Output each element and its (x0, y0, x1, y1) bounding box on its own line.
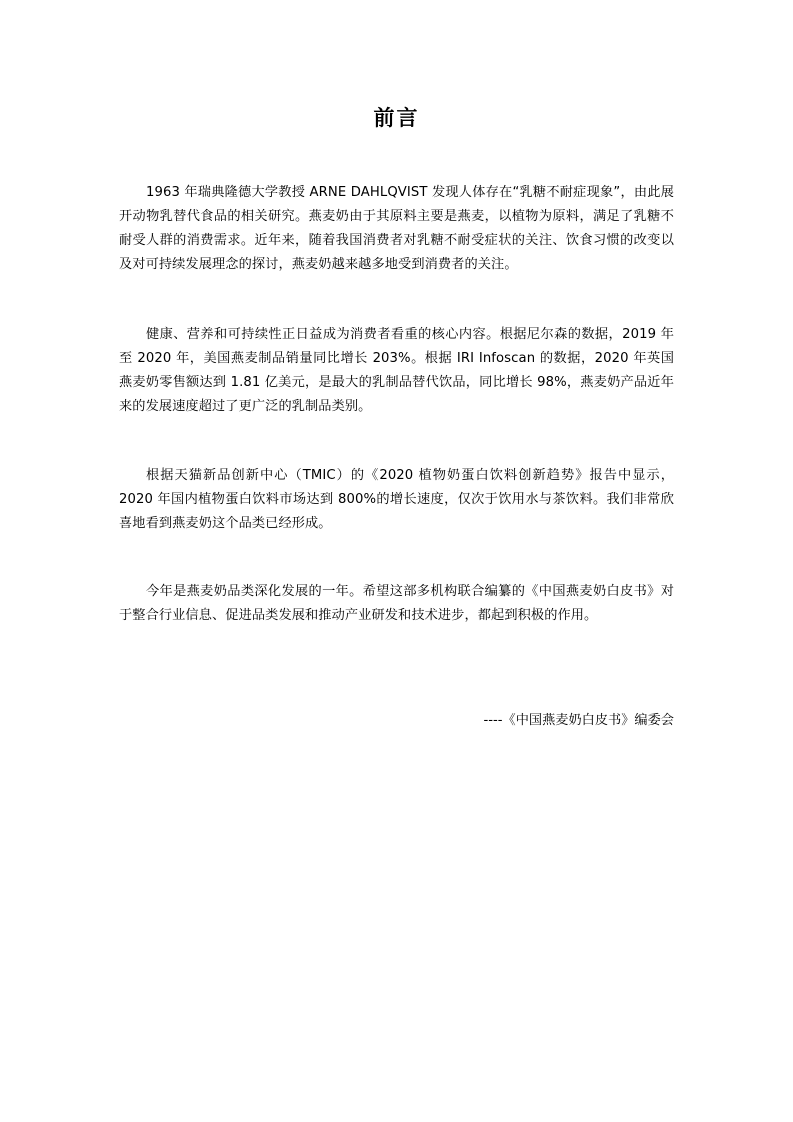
paragraph-1: 1963 年瑞典隆德大学教授 ARNE DAHLQVIST 发现人体存在“乳糖不耐症现象”，由此展开动物乳替代食品的相关研究。燕麦奶由于其原料主要是燕麦，以植物为原料，满足了乳糖不耐受人群的消费需求。近年来，随着我国消费者对乳糖不耐受症状的关注、饮食习惯的改变以及对可持续发展理念的探讨，燕麦奶越来越多地受到消费者的关注。 (119, 185, 674, 272)
signature-line: ----《中国燕麦奶白皮书》编委会 (483, 713, 674, 728)
page-title: 前言 (373, 106, 420, 130)
paragraph-3: 根据天猫新品创新中心（TMIC）的《2020 植物奶蛋白饮料创新趋势》报告中显示，2020 年国内植物蛋白饮料市场达到 800%的增长速度，仅次于饮用水与茶饮料。我们非常欣喜地看到燕麦奶这个品类已经形成。 (119, 468, 674, 531)
paragraph-4: 今年是燕麦奶品类深化发展的一年。希望这部多机构联合编纂的《中国燕麦奶白皮书》对于整合行业信息、促进品类发展和推动产业研发和技术进步，都起到积极的作用。 (119, 584, 674, 623)
paragraph-2: 健康、营养和可持续性正日益成为消费者看重的核心内容。根据尼尔森的数据，2019 年至 2020 年，美国燕麦制品销量同比增长 203%。根据 IRI Infoscan 的数据，2020 年英国燕麦奶零售额达到 1.81 亿美元，是最大的乳制品替代饮品，同比增长 98%，燕麦奶产品近年来的发展速度超过了更广泛的乳制品类别。 (119, 327, 674, 414)
